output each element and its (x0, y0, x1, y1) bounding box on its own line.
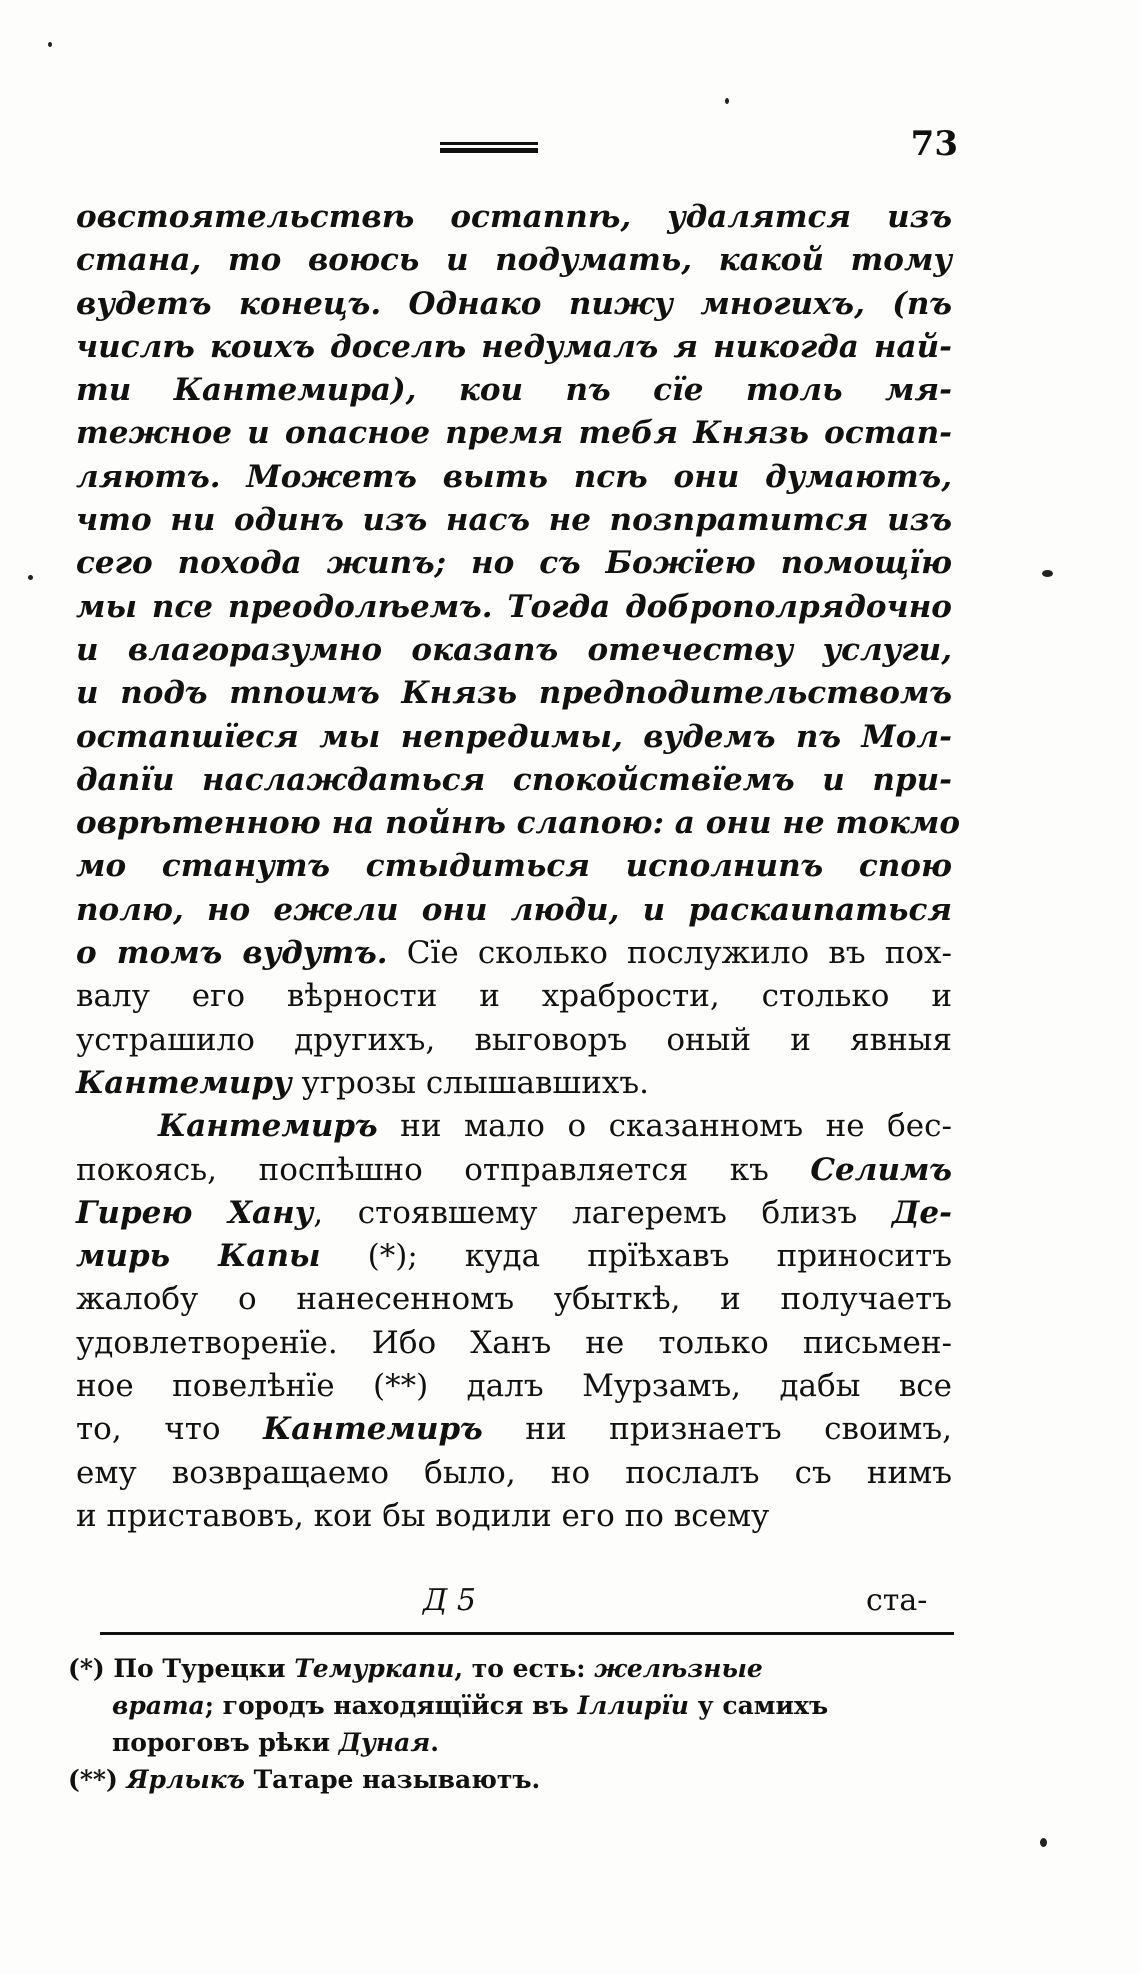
text-line (76, 412, 952, 455)
text-line (76, 196, 952, 239)
italic-run: мо станутъ стыдиться исполнипъ спою (76, 848, 952, 885)
italic-run: мирь Капы (76, 1238, 321, 1275)
text-run: , стоявшему лагеремъ близъ (313, 1194, 892, 1231)
text-line (76, 889, 952, 932)
footnote-line (68, 1687, 952, 1724)
text-line (76, 1192, 952, 1235)
text-run: ; городъ находящїйся въ (204, 1691, 578, 1720)
text-line (76, 845, 952, 888)
italic-run: Кантемиру (76, 1064, 292, 1101)
text-run: (**) (68, 1765, 127, 1794)
print-speck (48, 42, 52, 47)
text-line (76, 1365, 952, 1408)
text-run: покоясь, поспѣшно отправляется къ (76, 1151, 811, 1188)
footnote-line (68, 1761, 952, 1798)
text-line (76, 1062, 952, 1105)
italic-run: дапїи наслаждаться спокойствїемъ и при- (76, 761, 952, 798)
italic-run: желѣзные (594, 1654, 763, 1683)
text-line (76, 1019, 952, 1062)
italic-run: о томъ вудутъ. (76, 935, 388, 972)
catchword: ста- (866, 1583, 928, 1618)
text-line (76, 1278, 952, 1321)
text-line (76, 239, 952, 282)
signature-mark: Д 5 (423, 1583, 477, 1618)
italic-run: ти Кантемира), кои пъ сїе толь мя- (76, 372, 952, 409)
text-line (76, 802, 961, 845)
italic-run: Кантемиръ (158, 1108, 378, 1145)
print-speck (1040, 1838, 1047, 1847)
text-line (76, 456, 952, 499)
italic-run: сего похода жипъ; но съ Божїею помощїю (76, 545, 952, 582)
footnote-line (68, 1724, 952, 1761)
text-line (76, 369, 952, 412)
footnotes-block (68, 1650, 952, 1798)
italic-run: ляютъ. Можетъ выть псѣ они думаютъ, (76, 458, 952, 495)
text-line (76, 716, 952, 759)
print-speck (1042, 570, 1053, 577)
text-line (76, 499, 952, 542)
text-line (76, 1149, 952, 1192)
italic-run: Кантемиръ (263, 1411, 483, 1448)
italic-run: Де- (891, 1194, 952, 1231)
italic-run: вудетъ конецъ. Однако пижу многихъ, (пъ (76, 285, 952, 322)
italic-run: числѣ коихъ доселѣ недумалъ я никогда най- (76, 328, 952, 365)
text-line (76, 586, 952, 629)
text-run: ное повелѣнїе (**) далъ Мурзамъ, дабы все (76, 1368, 952, 1405)
footnote-rule (100, 1632, 954, 1635)
text-run: ни мало о сказанномъ не бес- (377, 1108, 952, 1145)
italic-run: Темуркапи (294, 1654, 455, 1683)
italic-run: и влагоразумно оказапъ отечеству услуги, (76, 631, 952, 668)
italic-run: стана, то воюсь и подумать, какой тому (76, 242, 952, 279)
print-speck (28, 575, 33, 580)
text-run: валу его вѣрности и храбрости, столько и (76, 978, 952, 1015)
text-line (76, 932, 952, 975)
text-line (76, 629, 952, 672)
italic-run: оврѣтенною на пойнѣ слапою: а они не токмо (76, 805, 961, 842)
italic-run: Іллирїи (577, 1691, 689, 1720)
italic-run: Гирею Хану (76, 1194, 314, 1231)
text-run: (*); куда прїѣхавъ приноситъ (320, 1238, 952, 1275)
italic-run: врата (112, 1691, 205, 1720)
text-line (76, 1322, 952, 1365)
text-run: Татаре называютъ. (244, 1765, 541, 1794)
italic-run: Селимъ (810, 1151, 952, 1188)
italic-run: и подъ тпоимъ Князь предподительствомъ (76, 675, 952, 712)
text-line (76, 1495, 952, 1538)
text-run: Сїе сколько послужило въ пох- (387, 935, 952, 972)
footnote-line (68, 1650, 952, 1687)
text-line (76, 542, 952, 585)
text-line (76, 1408, 952, 1451)
text-run: ни признаетъ своимъ, (482, 1411, 952, 1448)
italic-run: остапшїеся мы непредимы, вудемъ пъ Мол- (76, 718, 952, 755)
text-line (76, 1105, 952, 1148)
text-run: у самихъ (688, 1691, 829, 1720)
header-double-rule (440, 142, 538, 156)
text-run: удовлетворенїе. Ибо Ханъ не только письмен- (76, 1324, 952, 1361)
text-line (76, 1452, 952, 1495)
italic-run: Ярлыкъ (126, 1765, 245, 1794)
text-line (76, 1235, 952, 1278)
text-run: угрозы слышавшихъ. (291, 1064, 649, 1101)
text-run: (*) По Турецки (68, 1654, 295, 1683)
italic-run: что ни одинъ изъ насъ не позпратится изъ (76, 502, 952, 539)
text-run: жалобу о нанесенномъ убыткѣ, и получаетъ (76, 1281, 952, 1318)
text-run: , то есть: (454, 1654, 595, 1683)
italic-run: мы псе преодолѣемъ. Тогда доброполрядочно (76, 588, 952, 625)
text-run: ему возвращаемо было, но послалъ съ нимъ (76, 1454, 952, 1491)
print-speck (725, 98, 729, 104)
text-line (76, 672, 952, 715)
italic-run: тежное и опасное премя тебя Князь остап- (76, 415, 952, 452)
text-line (76, 759, 952, 802)
text-line (76, 326, 952, 369)
text-run: то, что (76, 1411, 264, 1448)
page-number: 73 (910, 124, 958, 164)
main-text-block (76, 196, 961, 1538)
text-run: устрашило другихъ, выговоръ оный и явныя (76, 1021, 952, 1058)
text-run: пороговъ рѣки (112, 1728, 339, 1757)
text-run: и приставовъ, кои бы водили его по всему (76, 1497, 770, 1534)
text-line (76, 283, 952, 326)
text-line (76, 975, 952, 1018)
text-run: . (430, 1728, 439, 1757)
italic-run: полю, но ежели они люди, и раскаипаться (76, 891, 952, 928)
italic-run: Дуная (338, 1728, 431, 1757)
italic-run: овстоятельствѣ остаппѣ, удалятся изъ (76, 199, 952, 235)
